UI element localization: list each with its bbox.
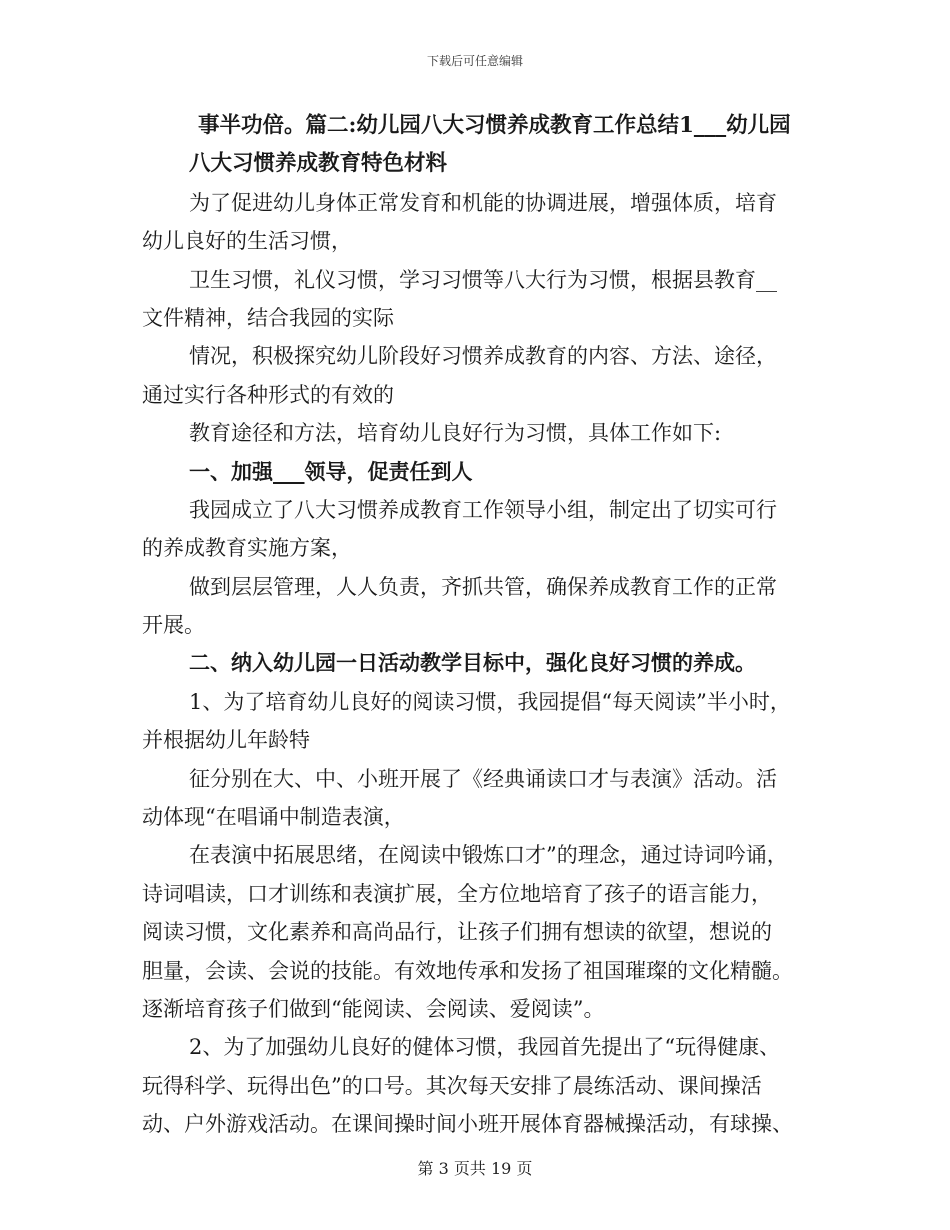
paragraph-line: 1、为了培育幼儿良好的阅读习惯，我园提倡“每天阅读”半小时，: [189, 689, 791, 714]
paragraph-line: 为了促进幼儿身体正常发育和机能的协调进展，增强体质，培育: [189, 190, 777, 215]
paragraph-line: 教育途径和方法，培育幼儿良好行为习惯，具体工作如下:: [189, 421, 722, 446]
paragraph-line: 文件精神，结合我园的实际: [142, 305, 394, 330]
paragraph-line: 我园成立了八大习惯养成教育工作领导小组，制定出了切实可行: [189, 497, 777, 522]
paragraph-line: 情况，积极探究幼儿阶段好习惯养成教育的内容、方法、途径，: [189, 344, 777, 369]
paragraph-line: 阅读习惯，文化素养和高尚品行，让孩子们拥有想读的欲望，想说的: [142, 920, 772, 945]
paragraph-line: 在表演中拓展思绪，在阅读中锻炼口才”的理念，通过诗词吟诵，: [189, 843, 788, 868]
paragraph-line: 做到层层管理，人人负责，齐抓共管，确保养成教育工作的正常: [189, 574, 777, 599]
paragraph-line: 征分别在大、中、小班开展了《经典诵读口才与表演》活动。活: [189, 766, 777, 791]
page-footer: 第 3 页共 19 页: [417, 1159, 533, 1178]
paragraph-line: 开展。: [142, 613, 205, 638]
section-title-line: 事半功倍。篇二:幼儿园八大习惯养成教育工作总结1___幼儿园: [198, 113, 791, 138]
paragraph-line: 2、为了加强幼儿良好的健体习惯，我园首先提出了“玩得健康、: [189, 1035, 781, 1060]
paragraph-line: 通过实行各种形式的有效的: [142, 382, 394, 407]
section-heading: 一、加强___领导，促责任到人: [189, 458, 473, 484]
paragraph-line: 动体现“在唱诵中制造表演，: [142, 805, 405, 830]
paragraph-line: 卫生习惯，礼仪习惯，学习习惯等八大行为习惯，根据县教育__: [189, 267, 777, 292]
paragraph-line: 并根据幼儿年龄特: [142, 728, 310, 753]
paragraph-line: 玩得科学、玩得出色”的口号。其次每天安排了晨练活动、课间操活: [142, 1073, 762, 1098]
page-header: 下载后可任意编辑: [426, 54, 523, 68]
paragraph-line: 动、户外游戏活动。在课间操时间小班开展体育器械操活动，有球操、: [142, 1112, 793, 1137]
section-title-line: 八大习惯养成教育特色材料: [189, 151, 448, 177]
paragraph-line: 幼儿良好的生活习惯，: [142, 229, 352, 254]
paragraph-line: 诗词唱读，口才训练和表演扩展，全方位地培育了孩子的语言能力，: [142, 881, 772, 906]
paragraph-line: 的养成教育实施方案，: [142, 536, 352, 561]
section-heading: 二、纳入幼儿园一日活动教学目标中，强化良好习惯的养成。: [189, 650, 756, 676]
document-body: [142, 107, 812, 1144]
paragraph-line: 逐渐培育孩子们做到“能阅读、会阅读、爱阅读”。: [142, 996, 605, 1021]
paragraph-line: 胆量，会读、会说的技能。有效地传承和发扬了祖国璀璨的文化精髓。: [142, 958, 793, 983]
